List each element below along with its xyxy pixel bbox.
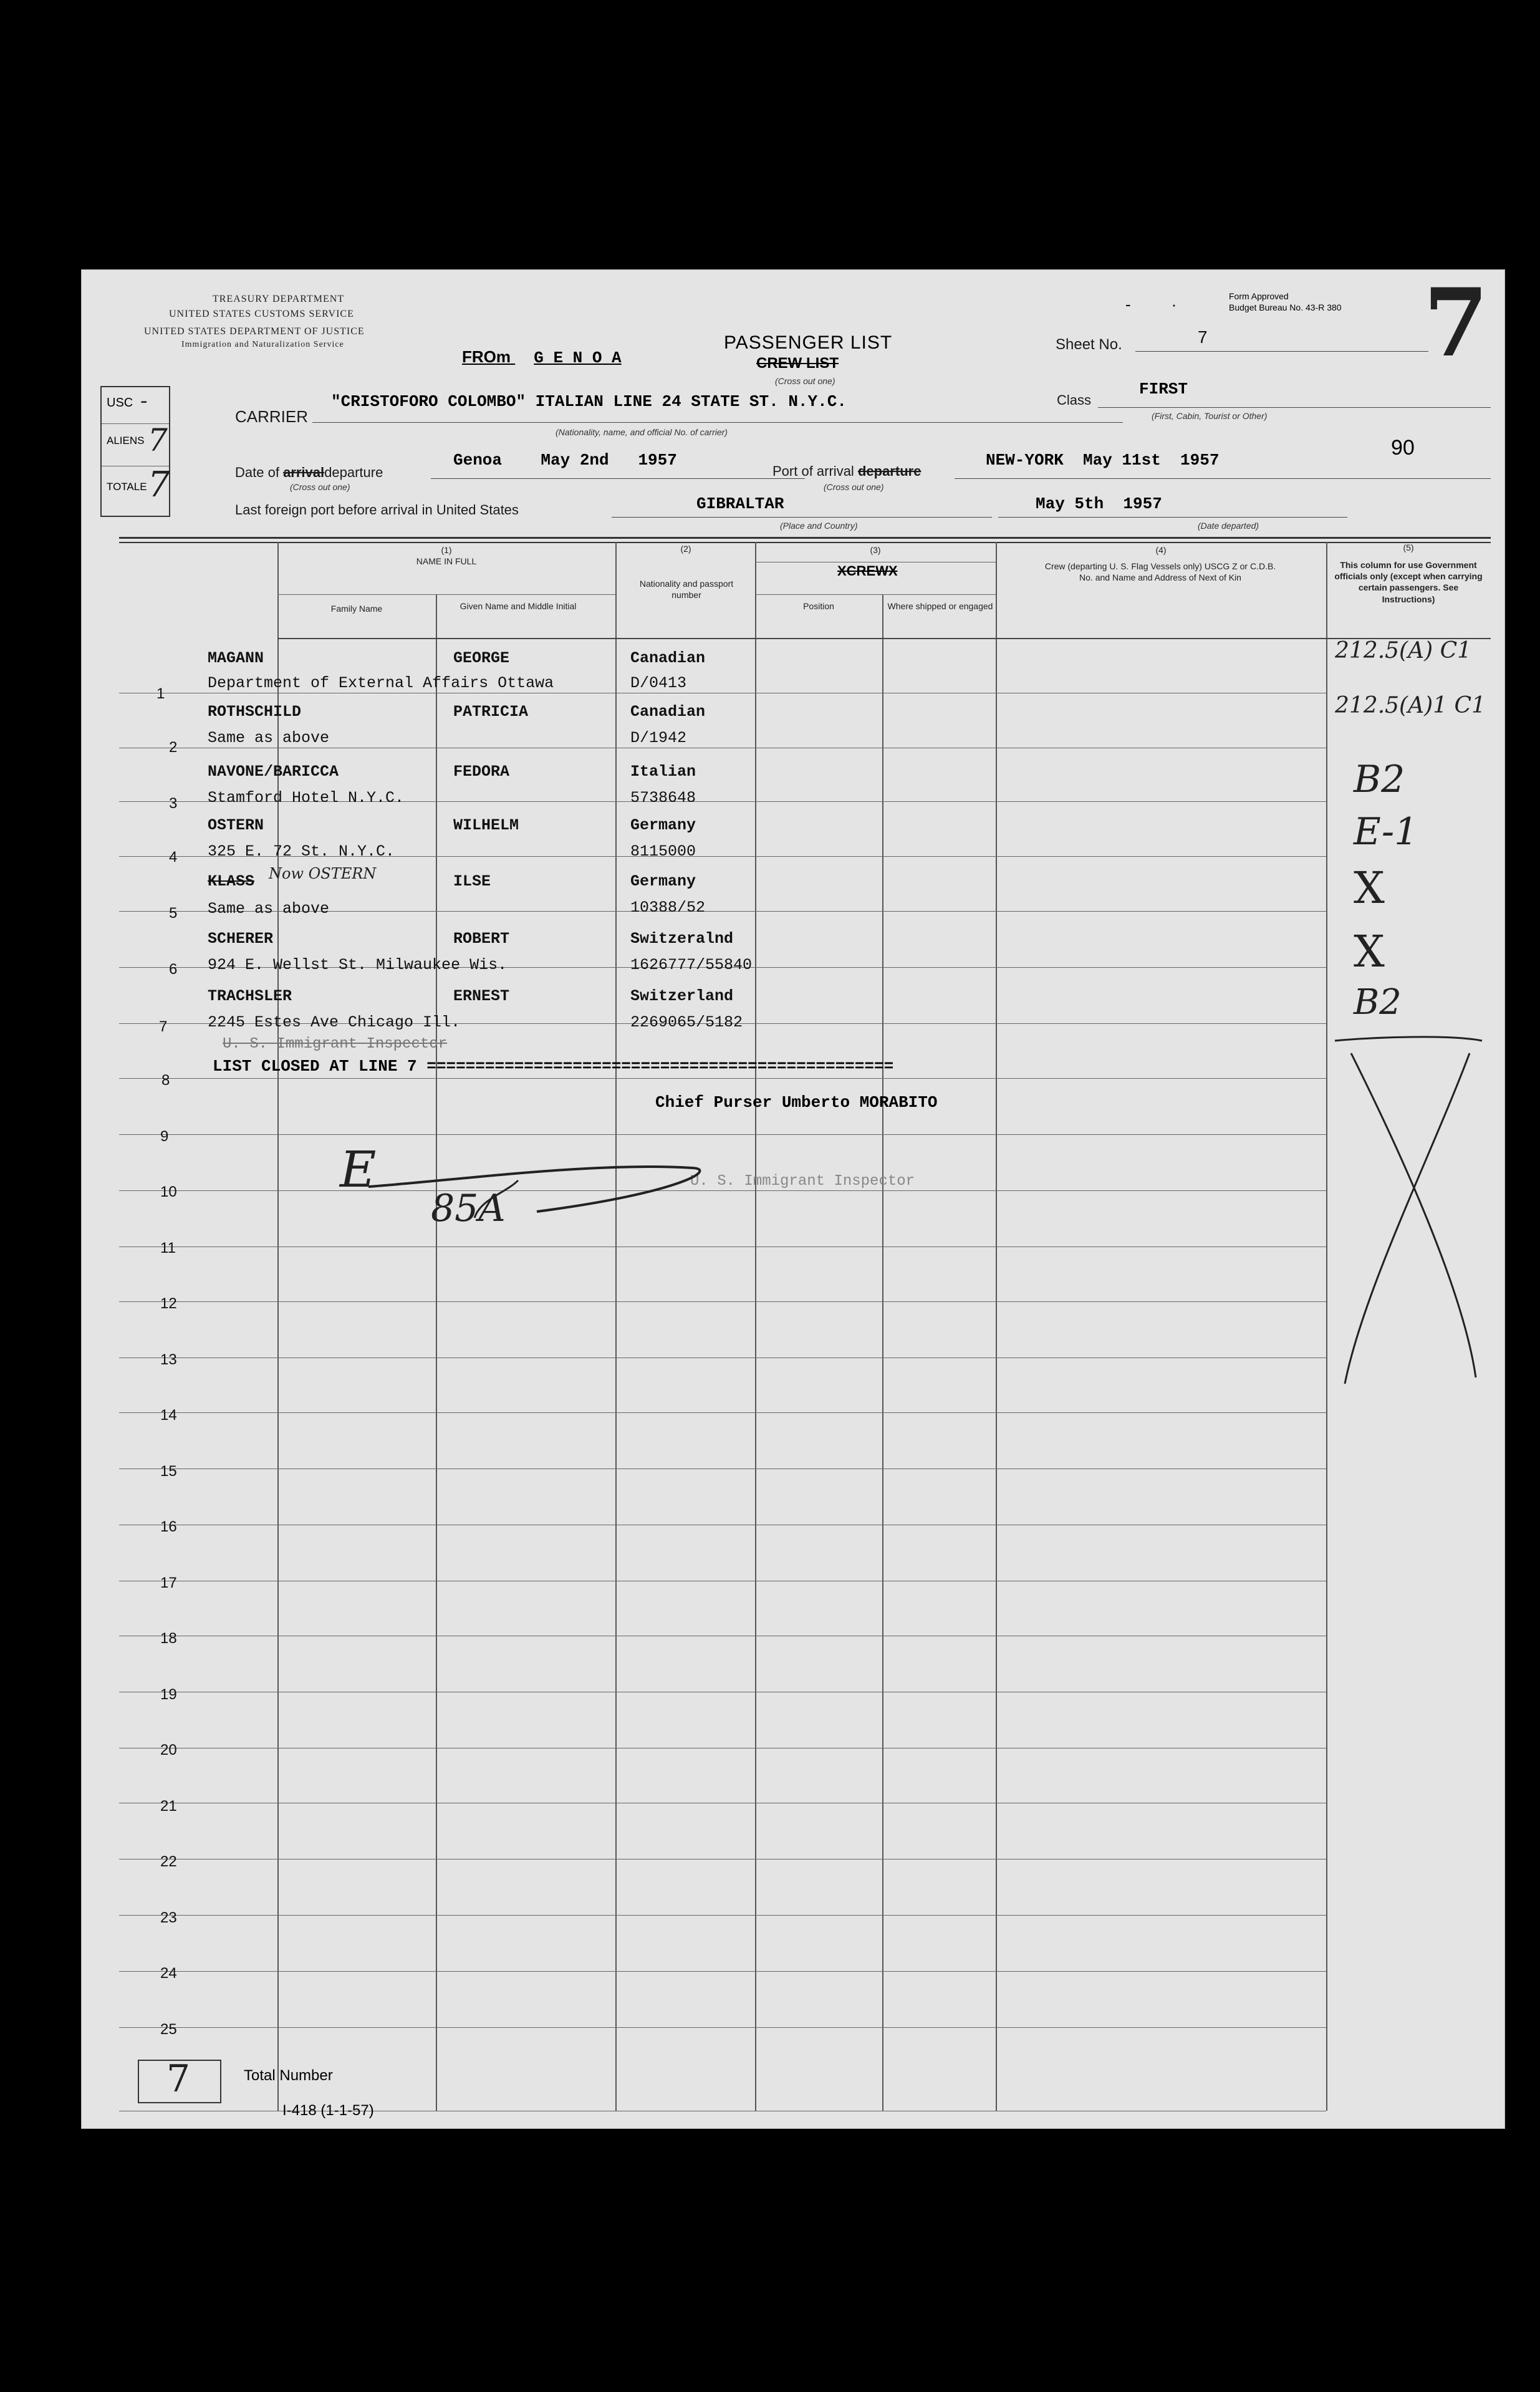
- row-number: 19: [160, 1685, 177, 1703]
- aliens-value: 7: [148, 422, 168, 458]
- col1-num: (1): [441, 545, 452, 555]
- date-departed-underline: [998, 517, 1347, 518]
- dash-marks: - ·: [1125, 295, 1177, 314]
- date-label-text: Date of: [235, 465, 279, 480]
- col3b-header: Where shipped or engaged: [887, 601, 993, 611]
- col3a-header: Position: [803, 601, 834, 611]
- col1a-header: Family Name: [330, 604, 383, 614]
- family-name: TRACHSLER: [208, 987, 292, 1005]
- place-caption: (Place and Country): [780, 521, 858, 531]
- col3-subhead-rule: [755, 594, 996, 595]
- name-correction: Now OSTERN: [269, 865, 377, 882]
- inspector-stamp: U. S. Immigrant Inspector: [690, 1173, 915, 1190]
- form-title: PASSENGER LIST: [724, 332, 893, 353]
- given-name: ROBERT: [453, 930, 510, 948]
- manifest-page: [81, 269, 1505, 2129]
- given-name: WILHELM: [453, 816, 519, 834]
- col1b-header: Given Name and Middle Initial: [460, 601, 577, 611]
- signature: E: [340, 1141, 377, 1198]
- date-struck: arrival: [283, 465, 325, 480]
- passport-number: 8115000: [630, 842, 696, 861]
- col3-num: (3): [870, 545, 881, 555]
- family-name: KLASS: [208, 872, 255, 890]
- nationality: Germany: [630, 872, 696, 890]
- col-divider-2: [615, 542, 617, 2111]
- row-number: 17: [160, 1574, 177, 1591]
- nationality: Italian: [630, 763, 696, 781]
- budget-bureau-no: Budget Bureau No. 43-R 380: [1229, 302, 1342, 312]
- last-port-label: Last foreign port before arrival in United States: [235, 502, 519, 518]
- row-separator: [119, 1468, 1326, 1469]
- date-departed-value: May 5th 1957: [1036, 494, 1162, 513]
- row-separator: [119, 1915, 1326, 1916]
- chief-purser: Chief Purser Umberto MORABITO: [655, 1093, 938, 1112]
- crew-list-struck: CREW LIST: [756, 355, 839, 372]
- row-number: 1: [156, 685, 165, 702]
- signature-initials: 85A: [431, 1187, 506, 1230]
- address: 924 E. Wellst St. Milwaukee Wis.: [208, 956, 508, 974]
- row-number: 25: [160, 2020, 177, 2038]
- row-number: 14: [160, 1407, 177, 1424]
- port-struck: departure: [857, 463, 922, 479]
- col-divider-4: [996, 542, 997, 2111]
- class-label: Class: [1057, 392, 1092, 408]
- signature-stroke: [331, 1143, 736, 1268]
- port-cross-out-note: (Cross out one): [824, 482, 884, 492]
- row-separator: [119, 1971, 1326, 1972]
- row-separator: [119, 1078, 1326, 1079]
- passport-number: 10388/52: [630, 899, 706, 917]
- row-number: 23: [160, 1909, 177, 1926]
- nationality: Switzerland: [630, 987, 734, 1005]
- official-note: 212.5(A)1 C1: [1335, 693, 1486, 718]
- count-box: [100, 386, 170, 517]
- table-top-rule-2: [119, 542, 1491, 543]
- agency-line-2: UNITED STATES CUSTOMS SERVICE: [169, 309, 354, 319]
- row-number: 5: [169, 905, 178, 922]
- given-name: FEDORA: [453, 763, 510, 781]
- date-label: [235, 465, 383, 481]
- row-number: 9: [160, 1127, 169, 1145]
- sheet-label: Sheet No.: [1056, 336, 1122, 353]
- passport-number: 2269065/5182: [630, 1013, 743, 1031]
- row-number: 24: [160, 1965, 177, 1982]
- carrier-caption: (Nationality, name, and official No. of carrier): [556, 427, 728, 437]
- row-number: 20: [160, 1742, 177, 1758]
- row-number: 16: [160, 1518, 177, 1535]
- row-number: 13: [160, 1351, 177, 1368]
- last-port-value: GIBRALTAR: [696, 494, 784, 513]
- official-note: B2: [1354, 758, 1405, 801]
- aliens-label: ALIENS: [107, 435, 145, 446]
- col-divider-1b: [436, 594, 437, 2111]
- official-note: 212.5(A) C1: [1335, 638, 1472, 663]
- arrival-port-date: NEW-YORK May 11st 1957: [986, 451, 1220, 470]
- header-bottom-rule: [277, 638, 1491, 639]
- row-number: 8: [161, 1072, 170, 1089]
- date-cross-out-note: (Cross out one): [290, 482, 350, 492]
- from-label-text: FROm: [462, 347, 511, 366]
- page-number: 90: [1391, 436, 1415, 460]
- row-number: 6: [169, 961, 178, 978]
- port-label-text: Port of arrival: [772, 463, 854, 479]
- carrier-value: "CRISTOFORO COLOMBO" ITALIAN LINE 24 STATE ST. N.Y.C.: [331, 392, 847, 411]
- row-separator: [119, 1134, 1326, 1135]
- totale-value: 7: [148, 465, 170, 505]
- address: Same as above: [208, 900, 330, 918]
- totale-label: TOTALE: [107, 481, 147, 493]
- col2-header: Nationality and passport number: [639, 579, 734, 600]
- official-note: E-1: [1354, 810, 1418, 854]
- sheet-number-handwritten: 7: [1423, 268, 1489, 378]
- class-underline: [1098, 407, 1491, 408]
- row-number: 12: [160, 1295, 177, 1312]
- date-underline: [431, 478, 805, 479]
- carrier-underline: [312, 422, 1123, 423]
- port-label: [772, 463, 921, 480]
- col5-num: (5): [1403, 543, 1414, 552]
- total-box: [138, 2057, 221, 2103]
- family-name: MAGANN: [208, 649, 264, 667]
- address: 2245 Estes Ave Chicago Ill.: [208, 1013, 461, 1031]
- sheet-underline: [1135, 351, 1428, 352]
- address: Same as above: [208, 729, 330, 747]
- official-note: X: [1354, 926, 1385, 977]
- address: Department of External Affairs Ottawa: [208, 674, 554, 692]
- date-departed-caption: (Date departed): [1198, 521, 1259, 531]
- nationality: Germany: [630, 816, 696, 834]
- class-value: FIRST: [1139, 380, 1188, 398]
- usc-label: USC: [107, 396, 133, 410]
- table-top-rule: [119, 537, 1491, 539]
- given-name: ERNEST: [453, 987, 510, 1005]
- row-number: 7: [159, 1018, 168, 1035]
- official-note: B2: [1354, 982, 1402, 1023]
- col1-header: [277, 544, 615, 567]
- row-separator: [119, 2027, 1326, 2028]
- col1-subhead-rule: [277, 594, 615, 595]
- from-label: [462, 347, 622, 367]
- faint-inspector-line: U. S. Immigrant Inspector: [223, 1036, 448, 1053]
- row-number: 18: [160, 1630, 177, 1647]
- nationality: Canadian: [630, 649, 706, 667]
- row-number: 3: [169, 795, 178, 812]
- usc-value: -: [140, 388, 148, 413]
- list-closed-line: LIST CLOSED AT LINE 7 ================================================: [213, 1057, 894, 1076]
- family-name: ROTHSCHILD: [208, 703, 302, 721]
- col5-header: This column for use Government officials only (except when carrying certain passengers. See Instructions): [1334, 560, 1483, 604]
- given-name: ILSE: [453, 872, 491, 890]
- passport-number: D/0413: [630, 674, 687, 692]
- form-number: I-418 (1-1-57): [282, 2102, 374, 2119]
- port-underline: [955, 478, 1491, 479]
- departure-date: Genoa May 2nd 1957: [453, 451, 677, 470]
- col3-title: XCREWX: [837, 563, 898, 579]
- agency-line-1: TREASURY DEPARTMENT: [213, 294, 345, 304]
- col1-title: NAME IN FULL: [416, 556, 477, 567]
- row-number: 2: [169, 739, 178, 756]
- row-separator: [119, 1412, 1326, 1413]
- row-number: 21: [160, 1797, 177, 1815]
- form-approved: Form Approved: [1229, 291, 1289, 301]
- cross-out-note: (Cross out one): [775, 376, 835, 386]
- passport-number: 1626777/55840: [630, 956, 753, 974]
- passport-number: D/1942: [630, 729, 687, 747]
- agency-line-4: Immigration and Naturalization Service: [181, 340, 344, 349]
- given-name: PATRICIA: [453, 703, 529, 721]
- col2-num: (2): [680, 544, 691, 554]
- row-number: 15: [160, 1462, 177, 1480]
- from-port: G E N O A: [534, 349, 622, 367]
- given-name: GEORGE: [453, 649, 510, 667]
- col4-header: Crew (departing U. S. Flag Vessels only) USCG Z or C.D.B. No. and Name and Address of Next of Kin: [1044, 561, 1276, 583]
- col-divider-3b: [882, 594, 883, 2111]
- agency-line-3: UNITED STATES DEPARTMENT OF JUSTICE: [144, 326, 365, 337]
- col4-num: (4): [1155, 545, 1167, 555]
- address: Stamford Hotel N.Y.C.: [208, 789, 405, 807]
- official-note: X: [1354, 862, 1385, 914]
- last-port-underline: [612, 517, 992, 518]
- row-separator: [119, 1301, 1326, 1302]
- cancel-x-mark: [1326, 1028, 1491, 1390]
- family-name: SCHERER: [208, 930, 274, 948]
- address: 325 E. 72 St. N.Y.C.: [208, 842, 395, 861]
- row-number: 4: [169, 849, 178, 866]
- carrier-label: CARRIER: [235, 407, 309, 426]
- col-divider-3: [755, 542, 756, 2111]
- sheet-number: 7: [1198, 327, 1208, 347]
- nationality: Switzeralnd: [630, 930, 734, 948]
- class-caption: (First, Cabin, Tourist or Other): [1152, 411, 1268, 421]
- passport-number: 5738648: [630, 789, 696, 807]
- total-label: Total Number: [244, 2067, 333, 2084]
- row-number: 10: [160, 1184, 177, 1200]
- family-name: NAVONE/BARICCA: [208, 763, 339, 781]
- row-number: 11: [160, 1239, 176, 1256]
- row-number: 22: [160, 1853, 177, 1870]
- family-name: OSTERN: [208, 816, 264, 834]
- date-label-departure: departure: [324, 465, 383, 480]
- nationality: Canadian: [630, 703, 706, 721]
- total-value: 7: [166, 2057, 191, 2101]
